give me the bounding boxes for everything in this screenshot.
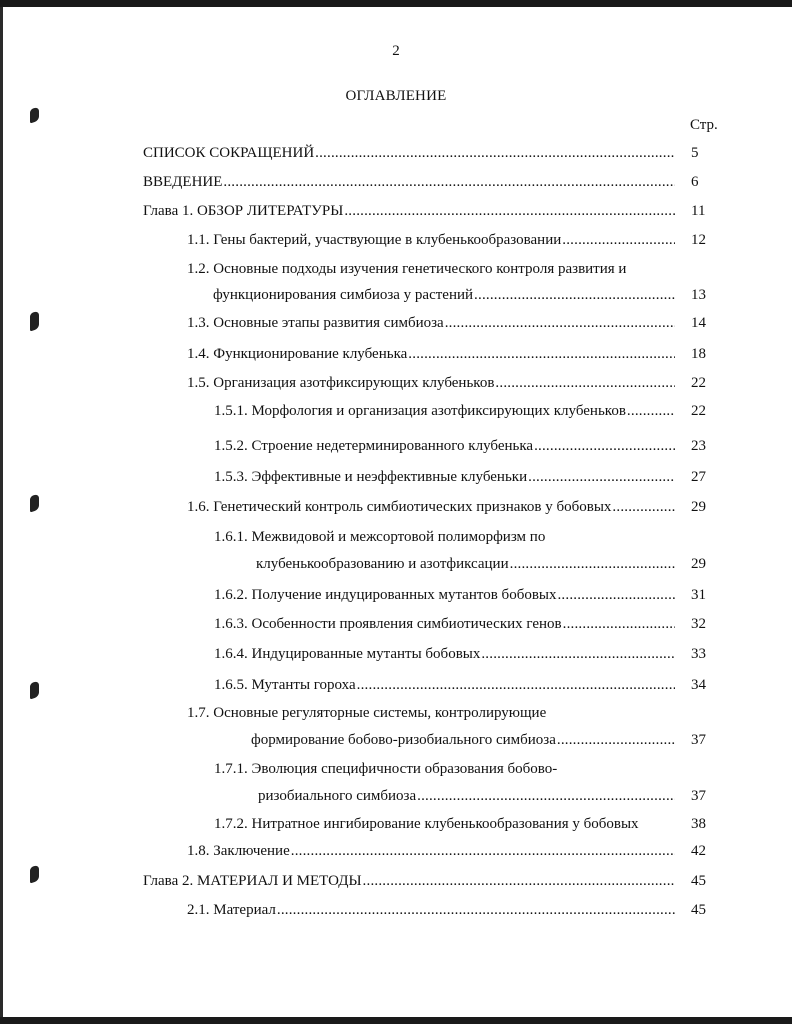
- toc-entry-page: 37: [691, 732, 706, 748]
- toc-entry: [0, 554, 792, 574]
- leader-dots: [417, 786, 675, 806]
- leader-dots: [557, 585, 675, 605]
- leader-dots: [557, 730, 675, 750]
- toc-title: ОГЛАВЛЕНИЕ: [345, 88, 447, 104]
- toc-entry-title: формирование бобово-ризобиального симбиоза: [251, 732, 556, 748]
- toc-entry-page: 32: [691, 616, 706, 632]
- toc-entry-title: 1.5.1. Морфология и организация азотфиксирующих клубеньков: [214, 403, 626, 419]
- toc-entry: [0, 230, 792, 250]
- toc-entry-page: 18: [691, 346, 706, 362]
- toc-entry: [0, 703, 792, 723]
- leader-dots: [223, 172, 675, 192]
- toc-entry-page: 45: [691, 873, 706, 889]
- toc-entry: [0, 313, 792, 333]
- toc-entry-page: 22: [691, 375, 706, 391]
- toc-entry-title: клубенькообразованию и азотфиксации: [256, 556, 509, 572]
- toc-entry: [0, 143, 792, 163]
- toc-entry-title: 1.5.3. Эффективные и неэффективные клубеньки: [214, 469, 528, 485]
- toc-entry-title: функционирования симбиоза у растений: [213, 287, 474, 303]
- leader-dots: [445, 313, 675, 333]
- toc-entry-page: 5: [691, 145, 699, 161]
- toc-entry: [0, 759, 792, 779]
- leader-dots: [534, 436, 675, 456]
- toc-entry-page: 11: [691, 203, 706, 219]
- toc-entry-title: ВВЕДЕНИЕ: [143, 174, 223, 190]
- scan-border-bottom: [0, 1017, 792, 1024]
- toc-entry-title: 1.6.5. Мутанты гороха: [214, 677, 356, 693]
- toc-entry-title: Глава 1. ОБЗОР ЛИТЕРАТУРЫ: [143, 203, 344, 219]
- toc-entry-page: 31: [691, 587, 706, 603]
- scan-border-top: [0, 0, 792, 7]
- leader-dots: [315, 143, 675, 163]
- leader-dots: [291, 841, 675, 861]
- leader-dots: [562, 230, 675, 250]
- toc-entry: [0, 786, 792, 806]
- toc-entry-page: 33: [691, 646, 706, 662]
- leader-dots: [363, 871, 675, 891]
- leader-dots: [510, 554, 675, 574]
- toc-entry-page: 45: [691, 902, 706, 918]
- toc-entry: [0, 172, 792, 192]
- toc-entry-page: 6: [691, 174, 699, 190]
- toc-entry-title: 1.6.3. Особенности проявления симбиотических генов: [214, 616, 562, 632]
- toc-entry-title: 1.4. Функционирование клубенька: [187, 346, 408, 362]
- leader-dots: [627, 401, 675, 421]
- toc-entry: [0, 467, 792, 487]
- leader-dots: [277, 900, 675, 920]
- toc-entry-page: 42: [691, 843, 706, 859]
- toc-entry-title: 1.3. Основные этапы развития симбиоза: [187, 315, 444, 331]
- toc-entry: [0, 259, 792, 279]
- toc-entry: [0, 900, 792, 920]
- binding-hole-mark: [30, 106, 39, 123]
- toc-entry: [0, 497, 792, 517]
- leader-dots: [481, 644, 675, 664]
- toc-entry-page: 13: [691, 287, 706, 303]
- leader-dots: [474, 285, 675, 305]
- toc-entry-page: 34: [691, 677, 706, 693]
- leader-dots: [357, 675, 675, 695]
- toc-entry: [0, 527, 792, 547]
- toc-entry: [0, 730, 792, 750]
- toc-entry-title: 1.7. Основные регуляторные системы, контролирующие: [187, 705, 547, 721]
- toc-entry: [0, 675, 792, 695]
- toc-entry: [0, 644, 792, 664]
- toc-entry-page: 29: [691, 556, 706, 572]
- toc-entry: [0, 201, 792, 221]
- toc-entry-title: 1.6.1. Межвидовой и межсортовой полиморфизм по: [214, 529, 546, 545]
- toc-entry-title: СПИСОК СОКРАЩЕНИЙ: [143, 145, 315, 161]
- toc-entry-title: 1.5. Организация азотфиксирующих клубеньков: [187, 375, 495, 391]
- toc-entry: [0, 814, 792, 834]
- toc-entry-title: 1.1. Гены бактерий, участвующие в клубенькообразовании: [187, 232, 562, 248]
- toc-entry-title: 1.7.2. Нитратное ингибирование клубенькообразования у бобовых: [214, 816, 639, 832]
- toc-entry-title: 1.2. Основные подходы изучения генетического контроля развития и: [187, 261, 627, 277]
- toc-entry-title: 1.6. Генетический контроль симбиотических признаков у бобовых: [187, 499, 612, 515]
- toc-entry-title: 1.6.2. Получение индуцированных мутантов бобовых: [214, 587, 557, 603]
- toc-entry: [0, 585, 792, 605]
- leader-dots: [612, 497, 675, 517]
- toc-entry: [0, 436, 792, 456]
- toc-entry-page: 14: [691, 315, 706, 331]
- toc-entry-title: 1.6.4. Индуцированные мутанты бобовых: [214, 646, 481, 662]
- toc-entry: [0, 373, 792, 393]
- toc-entry: [0, 285, 792, 305]
- toc-entry-title: 2.1. Материал: [187, 902, 276, 918]
- toc-entry-page: 27: [691, 469, 706, 485]
- toc-entry-title: 1.5.2. Строение недетерминированного клубенька: [214, 438, 534, 454]
- page-column-label: Стр.: [690, 117, 718, 133]
- leader-dots: [344, 201, 675, 221]
- toc-entry-title: Глава 2. МАТЕРИАЛ И МЕТОДЫ: [143, 873, 362, 889]
- toc-entry-page: 22: [691, 403, 706, 419]
- leader-dots: [528, 467, 675, 487]
- leader-dots: [495, 373, 675, 393]
- toc-entry-page: 12: [691, 232, 706, 248]
- toc-entry-title: 1.8. Заключение: [187, 843, 290, 859]
- toc-entry: [0, 871, 792, 891]
- toc-entry: [0, 401, 792, 421]
- toc-entry-page: 38: [691, 816, 706, 832]
- toc-entry-page: 37: [691, 788, 706, 804]
- toc-entry: [0, 344, 792, 364]
- toc-entry-title: 1.7.1. Эволюция специфичности образования бобово-: [214, 761, 558, 777]
- toc-entry-title: ризобиального симбиоза: [258, 788, 417, 804]
- toc-entry: [0, 841, 792, 861]
- toc-entry: [0, 614, 792, 634]
- toc-entry-page: 29: [691, 499, 706, 515]
- page-number: 2: [392, 43, 400, 59]
- toc-entry-page: 23: [691, 438, 706, 454]
- leader-dots: [563, 614, 675, 634]
- leader-dots: [408, 344, 675, 364]
